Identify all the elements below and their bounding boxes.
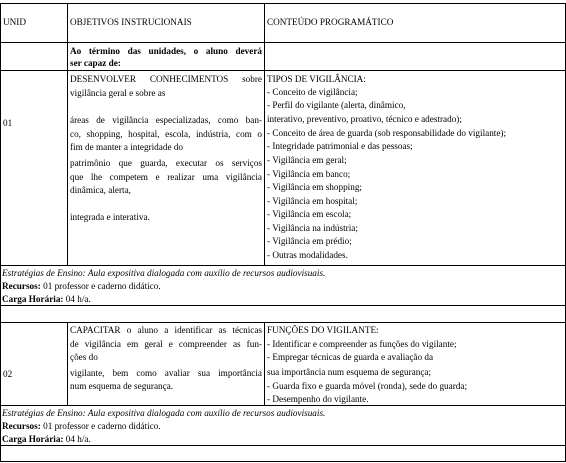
hours-line — [2, 293, 91, 306]
rule — [67, 322, 68, 405]
header-unid: UNID — [3, 17, 26, 27]
hours-value: 04 h/a. — [63, 294, 91, 304]
objective-line: co, shopping, hospital, escola, indústria, com o — [70, 129, 262, 139]
content-item: - Conceito de vigilância; — [267, 87, 358, 97]
rule — [0, 70, 566, 71]
objective-line: vigilância geral e sobre as — [70, 88, 166, 98]
content-item: - Vigilância em hospital; — [267, 196, 358, 206]
rule — [264, 322, 265, 405]
content-item: - Vigilância em prédio; — [267, 236, 352, 246]
resources-value: 01 professor e caderno didático. — [40, 281, 161, 291]
content-item: - Vigilância em geral; — [267, 155, 347, 165]
rule — [67, 3, 68, 265]
content-item: - Vigilância em escola; — [267, 209, 352, 219]
content-item: - Perfil do vigilante (alerta, dinâmico, — [267, 100, 406, 110]
hours-label: Carga Horária: — [2, 434, 64, 444]
hours-value: 04 h/a. — [63, 434, 91, 444]
objective-line: dinâmica, alerta, — [70, 185, 131, 195]
content-item: - Outras modalidades. — [267, 250, 348, 260]
objective-line: fim de manter a integridade do — [70, 142, 184, 152]
content-item: - Empregar técnicas de guarda e avaliação da — [267, 352, 434, 362]
intro-line-1: Ao término das unidades, o aluno deverá — [70, 46, 262, 56]
objective-line: ções do — [70, 352, 98, 362]
objective-line: que lhe competem e realizar uma vigilância — [70, 172, 262, 182]
rule — [0, 3, 566, 4]
header-objetivos: OBJETIVOS INSTRUCIONAIS — [70, 17, 192, 27]
rule — [0, 265, 566, 266]
content-title: TIPOS DE VIGILÂNCIA: — [267, 74, 366, 84]
strategies-text: Estratégias de Ensino: Aula expositiva dialogada com auxílio de recursos audiovisuais. — [2, 408, 326, 418]
objective-line: integrada e interativa. — [70, 212, 150, 222]
resources-label: Recursos: — [2, 281, 41, 291]
rule — [0, 461, 566, 462]
objective-line: patrimônio que guarda, executar os serviços — [70, 158, 262, 168]
header-conteudo: CONTEÚDO PROGRAMÁTICO — [267, 17, 394, 27]
content-item: - Vigilância em banco; — [267, 169, 351, 179]
objective-line: num esquema de segurança. — [70, 381, 174, 391]
resources-value: 01 professor e caderno didático. — [40, 421, 161, 431]
objective-line: CAPACITAR o aluno a identificar as técnicas — [70, 325, 262, 335]
unit-number: 01 — [3, 118, 13, 128]
content-item: - Identificar e compreender as funções do vigilante; — [267, 339, 457, 349]
content-item: - Conceito de área de guarda (sob responsabilidade do vigilante); — [267, 128, 507, 138]
objective-line: DESENVOLVER CONHECIMENTOS sobre — [70, 74, 262, 84]
objective-line: áreas de vigilância especializadas, como ban- — [70, 115, 262, 125]
rule — [264, 3, 265, 265]
hours-line — [2, 433, 91, 446]
rule — [0, 42, 566, 43]
content-item: - Desempenho do vigilante. — [267, 394, 369, 404]
strategies-text: Estratégias de Ensino: Aula expositiva dialogada com auxílio de recursos audiovisuais. — [2, 268, 326, 278]
objective-line: de vigilância em geral e compreender as fun- — [70, 339, 262, 349]
resources-line — [2, 280, 161, 293]
resources-label: Recursos: — [2, 421, 41, 431]
content-item: - Guarda fixo e guarda móvel (ronda), sede do guarda; — [267, 381, 468, 391]
content-title: FUNÇÕES DO VIGILANTE: — [267, 325, 379, 335]
content-item: interativo, preventivo, proativo, técnico e adestrado); — [267, 114, 462, 124]
content-item: sua importância num esquema de segurança; — [267, 367, 432, 377]
content-item: - Vigilância na indústria; — [267, 223, 358, 233]
objective-line: vigilante, bem como avaliar sua importância — [70, 368, 262, 378]
rule — [0, 322, 566, 323]
resources-line — [2, 420, 161, 433]
hours-label: Carga Horária: — [2, 294, 64, 304]
unit-number: 02 — [3, 369, 13, 379]
content-item: - Vigilância em shopping; — [267, 182, 362, 192]
intro-line-2: ser capaz de: — [70, 58, 121, 68]
rule — [0, 3, 1, 462]
content-item: - Integridade patrimonial e das pessoas; — [267, 141, 413, 151]
